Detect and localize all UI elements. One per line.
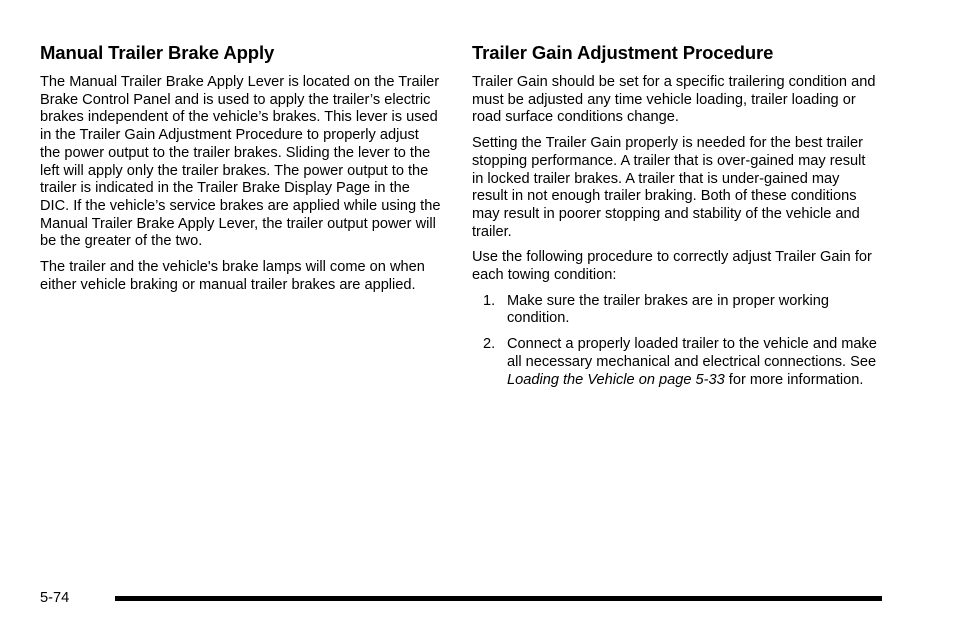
procedure-list [472,293,877,390]
footer-divider [115,596,882,601]
paragraph: The Manual Trailer Brake Apply Lever is located on the Trailer Brake Control Panel and is used to apply the trailer’s electric brakes independent of the vehicle’s brakes. This lever is used in the Trailer Gain Adjustment Procedure to properly adjust the power output to the trailer brakes. Sliding the lever to the left will apply only the trailer brakes. The power output to the trailer is indicated in the Trailer Brake Display Page in the DIC. If the vehicle’s service brakes are applied while using the Manual Trailer Brake Apply Lever, the trailer output power will be the greater of the two. [40,74,441,250]
page-number: 5-74 [40,590,70,606]
right-column [472,42,877,397]
paragraph: Use the following procedure to correctly adjust Trailer Gain for each towing condition: [472,249,872,284]
section-heading-manual-trailer-brake-apply: Manual Trailer Brake Apply [40,42,275,63]
cross-reference-link[interactable]: Loading the Vehicle on page 5-33 [507,371,725,388]
step-text: for more information. [724,371,864,388]
paragraph: Setting the Trailer Gain properly is needed for the best trailer stopping performance. A trailer that is over-gained may result in locked trailer brakes. A trailer that is under-gained may result in not enough trailer braking. Both of these conditions may result in poorer stopping and stability of the vehicle and trailer. [472,135,866,240]
step-text: Make sure the trailer brakes are in proper working condition. [507,292,830,327]
step-text: Connect a properly loaded trailer to the vehicle and make all necessary mechanical and electrical connections. See [507,336,877,370]
step-number: 1. [483,292,496,309]
list-item [472,336,877,389]
paragraph: Trailer Gain should be set for a specific trailering condition and must be adjusted any time vehicle loading, trailer loading or road surface conditions change. [472,74,876,126]
list-item [472,293,877,328]
section-heading-trailer-gain-adjustment: Trailer Gain Adjustment Procedure [472,42,774,63]
left-column [40,42,442,302]
step-number: 2. [483,336,496,353]
paragraph: The trailer and the vehicle's brake lamps will come on when either vehicle braking or manual trailer brakes are applied. [40,259,425,293]
